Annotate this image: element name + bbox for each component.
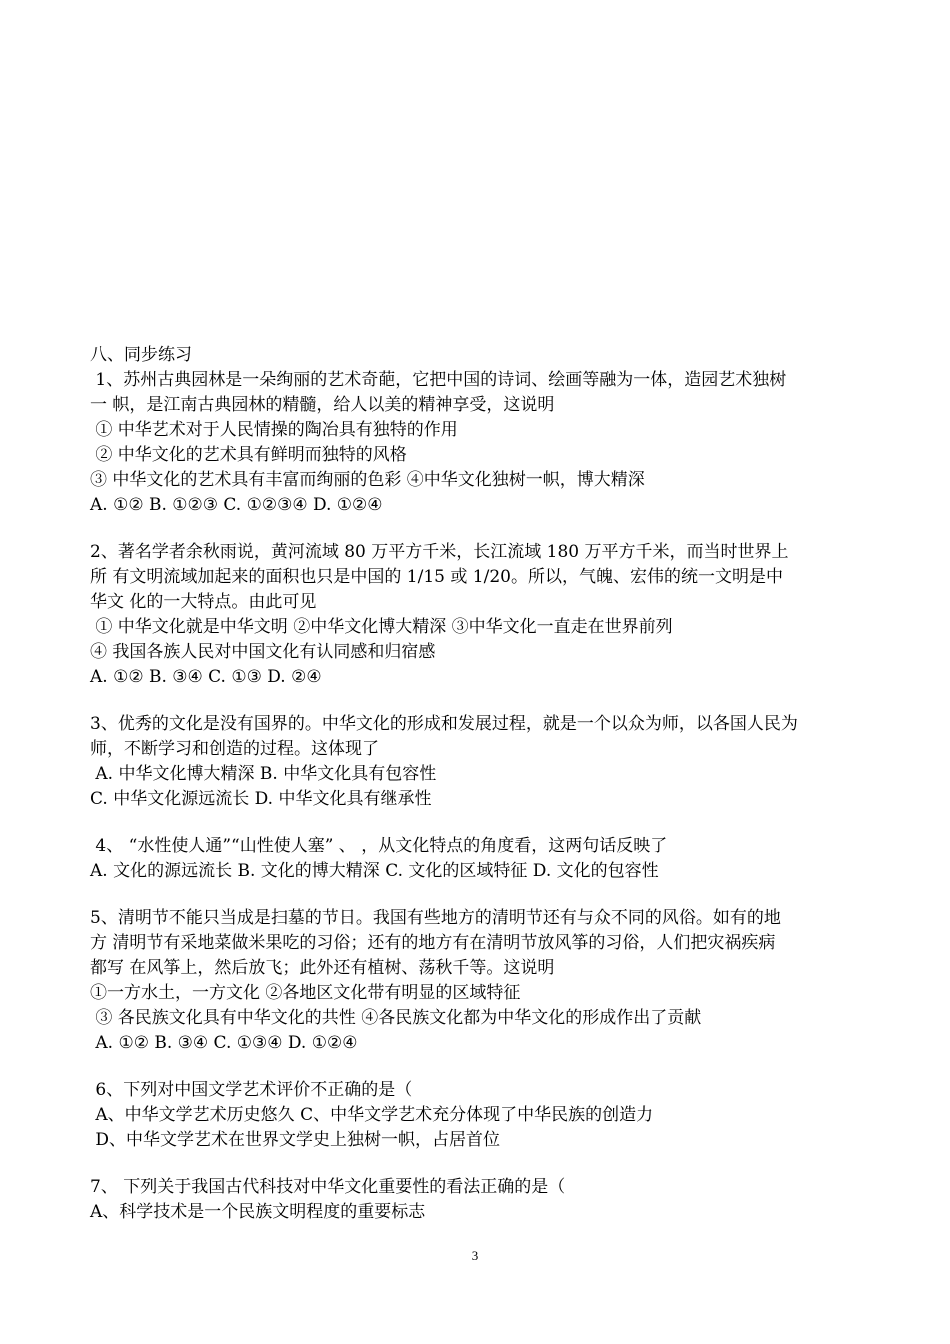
question-7-line: 7、 下列关于我国古代科技对中华文化重要性的看法正确的是（ [90,1177,566,1197]
question-2-line: 所 有文明流域加起来的面积也只是中国的 1/15 或 1/20。所以，气魄、宏伟的统一文明是中 [90,567,783,587]
question-3-line: 3、优秀的文化是没有国界的。中华文化的形成和发展过程，就是一个以众为师，以各国人民为 [90,714,798,734]
question-1-line: 1、苏州古典园林是一朵绚丽的艺术奇葩，它把中国的诗词、绘画等融为一体，造园艺术独树 [90,370,787,390]
section-title: 八、同步练习 [90,345,192,365]
question-1-option: ① 中华艺术对于人民情操的陶冶具有独特的作用 [90,420,458,440]
question-6-choices: A、中华文学艺术历史悠久 C、中华文学艺术充分体现了中华民族的创造力 [90,1105,654,1125]
question-2-line: 2、著名学者余秋雨说，黄河流域 80 万平方千米，长江流域 180 万平方千米，而当时世界上 [90,542,789,562]
document-body [90,343,870,1225]
question-4 [90,834,870,884]
question-6 [90,1078,870,1153]
question-7 [90,1175,870,1225]
question-3-choices: C. 中华文化源远流长 D. 中华文化具有继承性 [90,789,432,809]
question-5 [90,906,870,1056]
question-4-choices: A. 文化的源远流长 B. 文化的博大精深 C. 文化的区域特征 D. 文化的包容性 [90,861,659,881]
question-1-choices: A. ①② B. ①②③ C. ①②③④ D. ①②④ [90,495,383,515]
question-7-choices: A、科学技术是一个民族文明程度的重要标志 [90,1202,426,1222]
question-2-option: ① 中华文化就是中华文明 ②中华文化博大精深 ③中华文化一直走在世界前列 [90,617,673,637]
question-1-option: ② 中华文化的艺术具有鲜明而独特的风格 [90,445,407,465]
question-5-line: 方 清明节有采地菜做米果吃的习俗；还有的地方有在清明节放风筝的习俗，人们把灾祸疾病 [90,933,776,953]
question-1-line: 一 帜，是江南古典园林的精髓，给人以美的精神享受，这说明 [90,395,555,415]
question-6-choices: D、中华文学艺术在世界文学史上独树一帜，占居首位 [90,1130,501,1150]
question-3 [90,712,870,812]
question-5-line: 都写 在风筝上，然后放飞；此外还有植树、荡秋千等。这说明 [90,958,555,978]
question-2 [90,540,870,690]
question-3-line: 师，不断学习和创造的过程。这体现了 [90,739,379,759]
question-4-line: 4、 “水性使人通”“山性使人塞” 、 ，从文化特点的角度看，这两句话反映了 [90,836,668,856]
question-5-option: ①一方水土，一方文化 ②各地区文化带有明显的区域特征 [90,983,521,1003]
question-5-line: 5、清明节不能只当成是扫墓的节日。我国有些地方的清明节还有与众不同的风俗。如有的地 [90,908,781,928]
question-2-line: 华文 化的一大特点。由此可见 [90,592,317,612]
question-5-choices: A. ①② B. ③④ C. ①③④ D. ①②④ [90,1033,358,1053]
question-3-choices: A. 中华文化博大精深 B. 中华文化具有包容性 [90,764,437,784]
question-2-choices: A. ①② B. ③④ C. ①③ D. ②④ [90,667,322,687]
question-2-option: ④ 我国各族人民对中国文化有认同感和归宿感 [90,642,436,662]
question-5-option: ③ 各民族文化具有中华文化的共性 ④各民族文化都为中华文化的形成作出了贡献 [90,1008,702,1028]
question-6-line: 6、下列对中国文学艺术评价不正确的是（ [90,1080,413,1100]
question-1-option: ③ 中华文化的艺术具有丰富而绚丽的色彩 ④中华文化独树一帜，博大精深 [90,470,645,490]
page-number: 3 [471,1248,479,1263]
question-1 [90,368,870,518]
